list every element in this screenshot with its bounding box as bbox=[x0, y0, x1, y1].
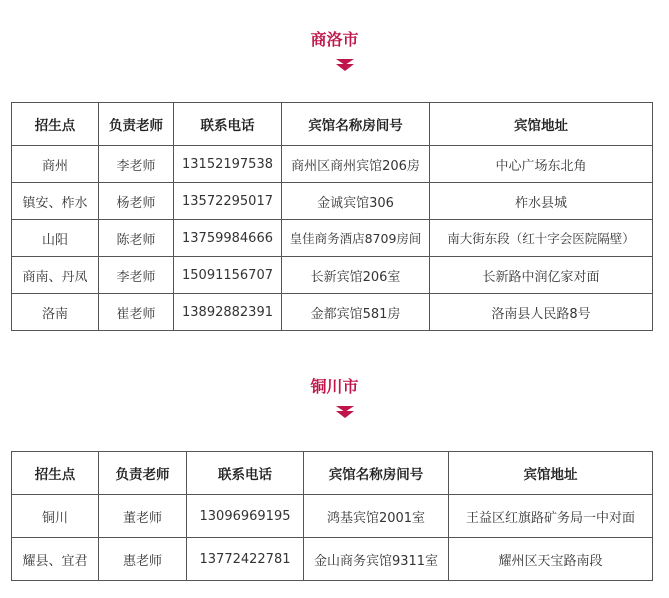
cell-hotel: 皇佳商务酒店8709房间 bbox=[282, 220, 430, 257]
cell-hotel: 金诚宾馆306 bbox=[282, 183, 430, 220]
cell-site: 耀县、宜君 bbox=[12, 538, 99, 581]
table-header-row bbox=[12, 452, 653, 495]
double-chevron-down-icon bbox=[335, 58, 355, 72]
cell-phone: 13892882391 bbox=[174, 294, 282, 331]
cell-site: 山阳 bbox=[12, 220, 99, 257]
table-header-row bbox=[12, 103, 653, 146]
tongchuan-table bbox=[11, 451, 653, 581]
table-row bbox=[12, 146, 653, 183]
cell-phone: 13772422781 bbox=[187, 538, 304, 581]
header-enrollment-site: 招生点 bbox=[12, 452, 99, 495]
cell-site: 铜川 bbox=[12, 495, 99, 538]
cell-phone: 13152197538 bbox=[174, 146, 282, 183]
cell-teacher: 杨老师 bbox=[99, 183, 174, 220]
cell-hotel: 金都宾馆581房 bbox=[282, 294, 430, 331]
cell-address: 洛南县人民路8号 bbox=[430, 294, 653, 331]
cell-hotel: 金山商务宾馆9311室 bbox=[304, 538, 449, 581]
header-hotel-address: 宾馆地址 bbox=[430, 103, 653, 146]
cell-teacher: 李老师 bbox=[99, 257, 174, 294]
cell-address: 南大街东段（红十字会医院隔壁） bbox=[430, 220, 653, 257]
cell-phone: 15091156707 bbox=[174, 257, 282, 294]
cell-teacher: 陈老师 bbox=[99, 220, 174, 257]
header-hotel-room: 宾馆名称房间号 bbox=[282, 103, 430, 146]
cell-address: 长新路中润亿家对面 bbox=[430, 257, 653, 294]
header-enrollment-site: 招生点 bbox=[12, 103, 99, 146]
cell-site: 洛南 bbox=[12, 294, 99, 331]
table-row bbox=[12, 257, 653, 294]
double-chevron-down-icon bbox=[335, 405, 355, 419]
cell-address: 柞水县城 bbox=[430, 183, 653, 220]
cell-phone: 13759984666 bbox=[174, 220, 282, 257]
cell-site: 镇安、柞水 bbox=[12, 183, 99, 220]
shangluo-table bbox=[11, 102, 653, 331]
cell-phone: 13572295017 bbox=[174, 183, 282, 220]
cell-teacher: 李老师 bbox=[99, 146, 174, 183]
table-row bbox=[12, 183, 653, 220]
header-teacher: 负责老师 bbox=[99, 103, 174, 146]
table-row bbox=[12, 495, 653, 538]
table-row bbox=[12, 538, 653, 581]
cell-phone: 13096969195 bbox=[187, 495, 304, 538]
cell-hotel: 鸿基宾馆2001室 bbox=[304, 495, 449, 538]
city-title-tongchuan: 铜川市 bbox=[310, 377, 359, 396]
header-phone: 联系电话 bbox=[174, 103, 282, 146]
cell-teacher: 董老师 bbox=[99, 495, 187, 538]
city-title-shangluo: 商洛市 bbox=[310, 30, 359, 49]
header-hotel-address: 宾馆地址 bbox=[449, 452, 653, 495]
cell-site: 商州 bbox=[12, 146, 99, 183]
cell-address: 王益区红旗路矿务局一中对面 bbox=[449, 495, 653, 538]
cell-address: 中心广场东北角 bbox=[430, 146, 653, 183]
cell-address: 耀州区天宝路南段 bbox=[449, 538, 653, 581]
table-row bbox=[12, 294, 653, 331]
header-hotel-room: 宾馆名称房间号 bbox=[304, 452, 449, 495]
table-row bbox=[12, 220, 653, 257]
cell-hotel: 商州区商州宾馆206房 bbox=[282, 146, 430, 183]
cell-hotel: 长新宾馆206室 bbox=[282, 257, 430, 294]
cell-teacher: 崔老师 bbox=[99, 294, 174, 331]
cell-teacher: 惠老师 bbox=[99, 538, 187, 581]
header-phone: 联系电话 bbox=[187, 452, 304, 495]
header-teacher: 负责老师 bbox=[99, 452, 187, 495]
cell-site: 商南、丹凤 bbox=[12, 257, 99, 294]
